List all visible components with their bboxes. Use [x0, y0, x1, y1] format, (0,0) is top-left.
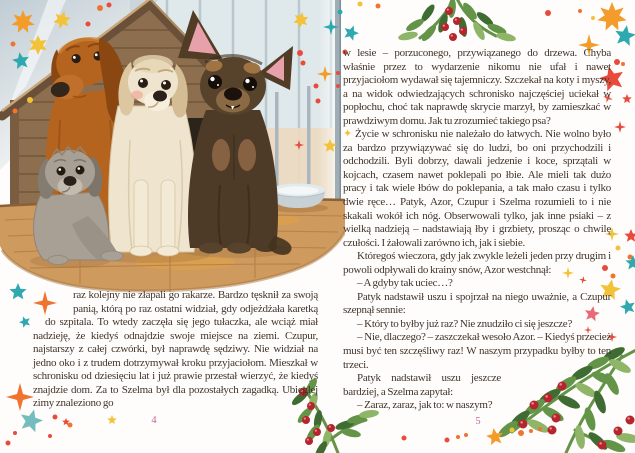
star-icon — [12, 52, 29, 69]
star-icon — [317, 66, 333, 82]
confetti-dot — [591, 16, 595, 20]
star-icon — [624, 229, 635, 242]
confetti-dot — [376, 4, 381, 9]
star-icon — [9, 283, 26, 299]
confetti-dot — [13, 431, 17, 435]
paragraph: Patyk nadstawił uszu jeszcze bardziej, a Szelma zapytał: — [343, 372, 501, 398]
confetti-dot — [314, 84, 319, 89]
confetti-dot — [611, 274, 616, 279]
star-icon — [323, 19, 339, 35]
confetti-dot — [510, 428, 515, 433]
confetti-dot — [6, 441, 11, 446]
confetti-dot — [97, 5, 103, 11]
star-icon — [21, 409, 43, 432]
paragraph: Patyk nadstawił uszu i spojrzał na niego uważnie, a Czupur szepnął sennie: — [343, 290, 611, 317]
paragraph: – A gdyby tak uciec…? — [357, 277, 453, 290]
confetti-dot — [338, 10, 343, 15]
paragraph: Któregoś wieczora, gdy jak zwykle leżeli jeden przy drugim i powoli odpływali do krainy snów, Azor westchnął: — [343, 250, 611, 276]
star-icon — [11, 10, 34, 33]
confetti-dot — [107, 3, 112, 8]
confetti-dot — [11, 42, 16, 47]
paragraph: – Który to byłby już raz? Nie znudziło ci się jeszcze? — [357, 317, 573, 330]
star-icon — [622, 94, 632, 103]
confetti-dot — [336, 71, 340, 75]
paragraph: raz kolejny nie złapali go rakarze. Bardzo tęsknił za swoją panią, którą po raz ostatni widział, gdy odjeżdżała karetką do szpitala. To wtedy zaczęła się jego tułaczka, ale wciąż miał nadzieję, że kiedyś odnajdzie swoje miejsce na ziemi. Czupur, najstarszy z całej czwórki, był naprawdę sędziwy. Nie widział na jedno oko i z trudem dotrzymywał kroku przyjaciołom. Mieszkał w schronisku od dziesięciu lat i już prawie przestał wierzyć, że kiedyś znajdzie dom. Za to Szelma był dla pozostałych zagadką. Ubiegłej zimy znaleziono go — [33, 289, 318, 410]
confetti-dot — [336, 84, 340, 88]
confetti-dot — [518, 430, 524, 436]
confetti-dot — [86, 22, 91, 27]
paragraph: ✦ Życie w schronisku nie należało do łatwych. Nie wolno było za bardzo przywiązywać się do ludzi, bo oni przychodzili i odchodzili. Byli dobrzy, dawali jedzenie i koce, sprzątali w kojcach, czasem nawet poklepali po łbie. Ale mieli tak dużo pracy i tak wiele łbów do poklepania, a tak mało czasu i tylko dwie ręce… Patyk, Azor, Czupur i Szelma rozumieli to i nie skakali wokół ich nóg. Obserwowali tylko, jak inne psiaki – z wielką nadzieją – nadstawiają łby i grzbiety, prosząc o chwilę czułości. I żałowali zarówno ich, jak i siebie. — [343, 128, 611, 249]
star-icon — [486, 428, 503, 445]
mistletoe-spacer — [505, 372, 611, 422]
confetti-dot — [621, 62, 625, 66]
confetti-dot — [578, 9, 582, 13]
star-decoration-spacer — [33, 289, 77, 318]
star-icon — [294, 12, 309, 28]
star-icon — [294, 140, 304, 150]
confetti-dot — [297, 50, 303, 56]
star-icon — [620, 299, 635, 314]
star-icon — [107, 415, 117, 424]
star-icon — [597, 2, 626, 31]
confetti-dot — [614, 59, 620, 65]
confetti-dot — [616, 246, 621, 251]
confetti-dot — [48, 434, 52, 438]
paragraph: w lesie – porzuconego, przywiązanego do drzewa. Chyba właśnie przez to wydarzenie nikomu nie ufał i nawet przyjaciołom wydawał się tajemniczy. Szczekał na koty i myszy, a na widok odwiedzających schronisko najczęściej uciekał w popłochu, choć tak naprawdę skrycie marzył, by zamieszkać w prawdziwym domu. Jak tu zrozumieć takiego psa? — [343, 47, 611, 127]
star-icon — [323, 139, 336, 152]
confetti-dot — [456, 435, 460, 439]
confetti-dot — [301, 61, 306, 66]
confetti-dot — [13, 109, 18, 114]
confetti-dot — [545, 10, 551, 16]
confetti-dot — [402, 436, 407, 441]
paragraph-star-icon: ✦ — [343, 128, 352, 141]
left-page-number: 4 — [151, 415, 157, 426]
paragraph: – Nie, dlaczego? – zaszczekał wesoło Azor. – Kiedyś przecież musi być ten szczęśliwy raz! W naszym przypadku byłby to ten trzeci. — [343, 331, 611, 371]
confetti-dot — [464, 433, 468, 437]
right-page-text — [343, 47, 611, 422]
star-icon — [19, 316, 30, 327]
confetti-dot — [27, 97, 33, 103]
right-page-number: 5 — [475, 416, 481, 427]
confetti-dot — [445, 438, 450, 443]
confetti-dot — [529, 429, 533, 433]
confetti-dot — [53, 415, 58, 420]
confetti-dot — [358, 2, 363, 7]
paragraph: – Zaraz, zaraz, jak to: w naszym? — [357, 399, 493, 412]
confetti-dot — [538, 427, 542, 431]
star-icon — [29, 35, 46, 55]
left-page-text — [33, 289, 318, 411]
star-icon — [614, 121, 626, 133]
star-icon — [6, 383, 34, 411]
confetti-dot — [316, 99, 321, 104]
star-icon — [344, 26, 359, 41]
star-icon — [53, 11, 70, 28]
